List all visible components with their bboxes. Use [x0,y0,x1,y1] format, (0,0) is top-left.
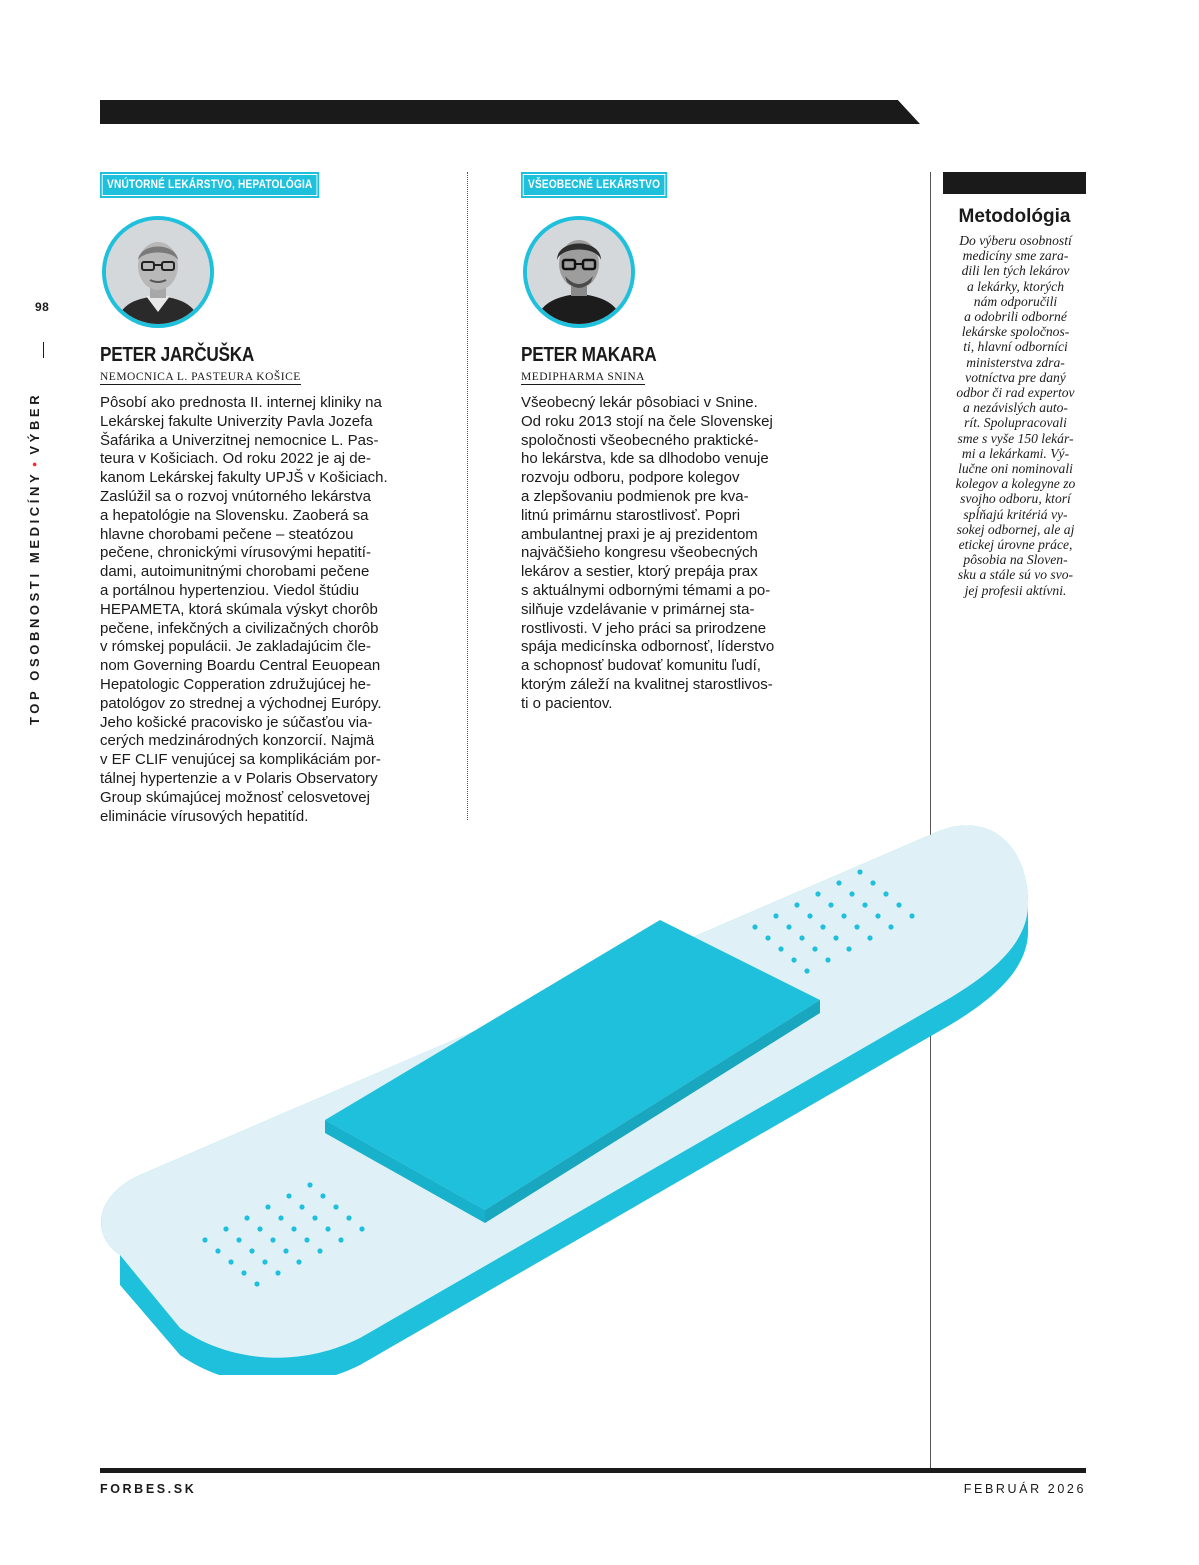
perforation-dot [836,880,841,885]
bio-line: ti o pacientov. [521,694,613,712]
rail-divider [43,342,44,358]
methodology-line: a nezávislých auto- [963,400,1068,416]
perforation-dot [875,913,880,918]
perforation-dot [338,1237,343,1242]
profile-card-1 [100,172,415,825]
perforation-dot [799,935,804,940]
perforation-dot [909,913,914,918]
perforation-dot [773,913,778,918]
perforation-dot [888,924,893,929]
perforation-dot [236,1237,241,1242]
perforation-dot [778,946,783,951]
section-title-part2: VÝBER [27,391,42,455]
perforation-dot [786,924,791,929]
perforation-dot [215,1248,220,1253]
perforation-dot [257,1226,262,1231]
category-tag: VNÚTORNÉ LEKÁRSTVO, HEPATOLÓGIA [100,172,320,198]
methodology-line: etickej úrovne práce, [958,537,1073,553]
bio-text [521,394,806,714]
perforation-dot [275,1270,280,1275]
section-title-part1: TOP OSOBNOSTI MEDICÍNY [27,470,42,725]
bio-line: dami, autoimunitnými chorobami pečene [100,563,370,581]
perforation-dot [359,1226,364,1231]
methodology-title: Metodológia [958,206,1071,227]
perforation-dot [244,1215,249,1220]
avatar [523,216,635,328]
side-rail [0,0,90,1565]
perforation-dot [312,1215,317,1220]
perforation-dot [804,968,809,973]
methodology-line: lekárske spoločnos- [961,324,1070,340]
perforation-dot [249,1248,254,1253]
methodology-text [938,233,1093,598]
perforation-dot [794,902,799,907]
perforation-dot [262,1259,267,1264]
bio-line: a zlepšovaniu podmienok pre kva- [521,487,749,505]
bio-line: teura v Košiciach. Od roku 2022 je aj de- [100,450,371,468]
perforation-dot [833,935,838,940]
methodology-line: svojho odboru, ktorí [960,491,1071,507]
bio-line: Jeho košické pracovisko je súčasťou via- [100,713,373,731]
bio-line: Zaslúžil sa o rozvoj vnútorného lekárstva [100,487,371,505]
bio-line: pečene, infekčných a civilizačných chorôb [100,619,379,637]
bio-line: eliminácie vírusových hepatitíd. [100,807,309,825]
column-divider [467,172,468,820]
perforation-dot [265,1204,270,1209]
bio-text [100,394,415,826]
bio-line: ktorým záleží na kvalitnej starostlivos- [521,675,773,693]
methodology-line: sku a stále sú vo svo- [957,567,1074,583]
bio-line: ambulantnej praxi je aj prezidentom [521,525,758,543]
category-tag: VŠEOBECNÉ LEKÁRSTVO [521,172,667,198]
perforation-dot [807,913,812,918]
person-name: PETER MAKARA [521,344,657,366]
methodology-line: medicíny sme zara- [962,248,1069,264]
methodology-line: a odobrili odborné [964,309,1067,325]
methodology-line: rít. Spolupracovali [964,415,1067,431]
portrait-makara-icon [527,220,631,324]
bio-line: Group skúmajúcej možnosť celosvetovej [100,788,370,806]
methodology-line: votníctva pre daný [965,369,1066,385]
methodology-line: dili len tých lekárov [961,263,1070,279]
footer-rule [100,1468,1086,1473]
footer-issue: FEBRUÁR 2026 [963,1482,1086,1496]
bandage-illustration [100,815,1030,1375]
perforation-dot [828,902,833,907]
person-name: PETER JARČUŠKA [100,344,255,366]
perforation-dot [202,1237,207,1242]
bio-line: tálnej hypertenzie a v Polaris Observatory [100,769,378,787]
perforation-dot [270,1237,275,1242]
bio-line: Všeobecný lekár pôsobiaci v Snine. [521,394,758,411]
bio-line: Lekárskej fakulte Univerzity Pavla Jozefa [100,412,373,430]
bio-line: nom Governing Boardu Central Eeuopean [100,657,381,675]
bio-line: HEPAMETA, ktorá skúmala výskyt chorôb [100,600,378,618]
page-number: 98 [35,300,50,314]
bio-line: cerých medzinárodných konzorcií. Najmä [100,732,375,750]
perforation-dot [791,957,796,962]
methodology-line: nám odporučili [973,293,1058,309]
bio-line: a schopnosť budovať komunitu ľudí, [521,657,761,675]
methodology-line: mi a lekárkami. Vý- [961,445,1070,461]
bio-line: Pôsobí ako prednosta II. internej kliniky na [100,394,382,411]
bullet-icon: • [27,458,42,467]
bio-line: spoločnosti všeobecného praktické- [521,431,759,449]
perforation-dot [317,1248,322,1253]
perforation-dot [846,946,851,951]
perforation-dot [283,1248,288,1253]
perforation-dot [896,902,901,907]
bio-line: najväčšieho kongresu všeobecných [521,544,758,562]
methodology-line: spĺňajú kritériá vy- [963,506,1068,522]
profile-card-2 [521,172,806,712]
bio-line: silňuje vzdelávanie v primárnej sta- [521,600,755,618]
perforation-dot [815,891,820,896]
perforation-dot [333,1204,338,1209]
bio-line: v EF CLIF venujúcej sa komplikáciám por- [100,751,381,769]
bio-line: rostlivosti. V jeho práci sa prirodzene [521,619,767,637]
methodology-line: Do výberu osobností [959,233,1072,248]
perforation-dot [296,1259,301,1264]
bio-line: a portálnou hypertenziou. Viedol štúdiu [100,581,360,599]
perforation-dot [812,946,817,951]
perforation-dot [291,1226,296,1231]
perforation-dot [820,924,825,929]
methodology-line: pôsobia na Sloven- [963,552,1068,568]
methodology-line: jej profesii aktívni. [964,582,1067,598]
bio-line: rozvoju odboru, podpore kolegov [521,469,740,487]
bio-line: Šafárika a Univerzitnej nemocnice L. Pas- [100,431,379,449]
bio-line: spája medicínska odbornosť, líderstvo [521,638,775,656]
perforation-dot [286,1193,291,1198]
perforation-dot [883,891,888,896]
affiliation: MEDIPHARMA SNINA [521,371,645,383]
methodology-line: sme s vyše 150 lekár- [957,430,1074,446]
bio-line: pečene, chronickými vírusovými hepatití- [100,544,371,562]
portrait-jarcuska-icon [106,220,210,324]
perforation-dot [765,935,770,940]
perforation-dot [278,1215,283,1220]
perforation-dot [254,1281,259,1286]
perforation-dot [752,924,757,929]
bio-line: lekárov a sestier, ktorý prepája prax [521,563,758,581]
methodology-line: lučne oni nominovali [958,461,1073,477]
header-bar [100,100,920,124]
methodology-line: sokej odbornej, ale aj [956,521,1075,537]
footer-site: FORBES.SK [100,1482,197,1496]
methodology-line: ministerstva zdra- [966,354,1065,370]
methodology-line: ti, hlavní odborníci [963,339,1068,355]
bio-line: v rómskej populácii. Je zakladajúcim čle- [100,638,371,656]
perforation-dot [304,1237,309,1242]
perforation-dot [320,1193,325,1198]
perforation-dot [854,924,859,929]
perforation-dot [849,891,854,896]
perforation-dot [299,1204,304,1209]
bio-line: ho lekárstva, kde sa dlhodobo venuje [521,450,769,468]
perforation-dot [346,1215,351,1220]
sidebar-bar [943,172,1086,194]
perforation-dot [241,1270,246,1275]
bio-line: hlavne chorobami pečene – steatózou [100,525,354,543]
perforation-dot [223,1226,228,1231]
bio-line: s aktuálnymi odbornými témami a po- [521,581,771,599]
avatar [102,216,214,328]
perforation-dot [325,1226,330,1231]
bio-line: Hepatologic Copperation združujúcej he- [100,675,371,693]
section-title-vertical [27,392,42,725]
perforation-dot [841,913,846,918]
perforation-dot [825,957,830,962]
bio-line: Od roku 2013 stojí na čele Slovenskej [521,412,773,430]
perforation-dot [228,1259,233,1264]
methodology-line: kolegov a kolegyne zo [955,476,1076,492]
affiliation: NEMOCNICA L. PASTEURA KOŠICE [100,371,301,383]
perforation-dot [862,902,867,907]
bio-line: litnú primárnu starostlivosť. Popri [521,506,741,524]
perforation-dot [870,880,875,885]
bio-line: patológov zo strednej a východnej Európy. [100,694,382,712]
methodology-line: a lekárky, ktorých [966,278,1064,294]
bio-line: a hepatológie na Slovensku. Zaoberá sa [100,506,369,524]
perforation-dot [867,935,872,940]
methodology-line: odbor či rad expertov [956,385,1075,401]
perforation-dot [307,1182,312,1187]
perforation-dot [857,869,862,874]
bio-line: kanom Lekárskej fakulty UPJŠ v Košiciach. [100,469,388,487]
